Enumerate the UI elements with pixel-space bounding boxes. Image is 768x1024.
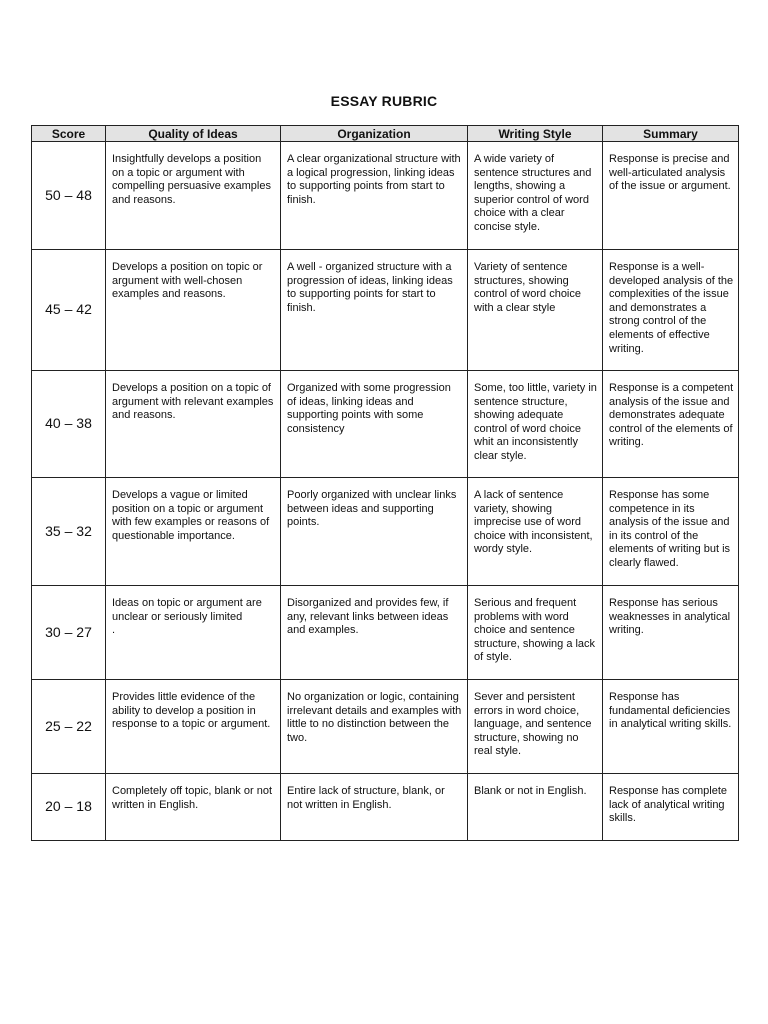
writing-style-cell: Serious and frequent problems with word choice and sentence structure, showing a lack of style. xyxy=(468,586,603,680)
quality-of-ideas-cell: Develops a vague or limited position on a topic or argument with few examples or reasons of questionable importance. xyxy=(106,478,281,586)
header-row xyxy=(32,126,739,142)
table-row xyxy=(32,478,739,586)
score-cell: 40 – 38 xyxy=(32,371,106,478)
quality-of-ideas-cell: Develops a position on topic or argument with well-chosen examples and reasons. xyxy=(106,250,281,371)
header-organization: Organization xyxy=(281,126,468,142)
organization-cell: Disorganized and provides few, if any, relevant links between ideas and examples. xyxy=(281,586,468,680)
header-score: Score xyxy=(32,126,106,142)
summary-cell: Response is a competent analysis of the issue and demonstrates adequate control of the elements of writing. xyxy=(603,371,739,478)
organization-cell: No organization or logic, containing irrelevant details and examples with little to no distinction between the two. xyxy=(281,680,468,774)
writing-style-cell: Some, too little, variety in sentence structure, showing adequate control of word choice whit an inconsistently clear style. xyxy=(468,371,603,478)
organization-cell: Entire lack of structure, blank, or not written in English. xyxy=(281,774,468,841)
score-cell: 20 – 18 xyxy=(32,774,106,841)
organization-cell: Poorly organized with unclear links between ideas and supporting points. xyxy=(281,478,468,586)
page-title: ESSAY RUBRIC xyxy=(330,93,438,109)
quality-of-ideas-cell: Ideas on topic or argument are unclear or seriously limited . xyxy=(106,586,281,680)
rubric-table xyxy=(31,125,739,841)
summary-cell: Response has serious weaknesses in analytical writing. xyxy=(603,586,739,680)
table-row xyxy=(32,586,739,680)
writing-style-cell: Sever and persistent errors in word choice, language, and sentence structure, showing no real style. xyxy=(468,680,603,774)
quality-of-ideas-cell: Insightfully develops a position on a topic or argument with compelling persuasive examples and reasons. xyxy=(106,142,281,250)
summary-cell: Response has some competence in its analysis of the issue and in its control of the elements of writing but is clearly flawed. xyxy=(603,478,739,586)
score-cell: 25 – 22 xyxy=(32,680,106,774)
writing-style-cell: Variety of sentence structures, showing control of word choice with a clear style xyxy=(468,250,603,371)
organization-cell: A clear organizational structure with a logical progression, linking ideas to supporting points from start to finish. xyxy=(281,142,468,250)
writing-style-cell: Blank or not in English. xyxy=(468,774,603,841)
writing-style-cell: A lack of sentence variety, showing imprecise use of word choice with inconsistent, wordy style. xyxy=(468,478,603,586)
score-cell: 35 – 32 xyxy=(32,478,106,586)
score-cell: 30 – 27 xyxy=(32,586,106,680)
summary-cell: Response is precise and well-articulated analysis of the issue or argument. xyxy=(603,142,739,250)
quality-of-ideas-cell: Develops a position on a topic of argument with relevant examples and reasons. xyxy=(106,371,281,478)
header-quality-of-ideas: Quality of Ideas xyxy=(106,126,281,142)
table-row xyxy=(32,142,739,250)
score-cell: 50 – 48 xyxy=(32,142,106,250)
quality-of-ideas-cell: Completely off topic, blank or not written in English. xyxy=(106,774,281,841)
writing-style-cell: A wide variety of sentence structures and lengths, showing a superior control of word choice with a clear concise style. xyxy=(468,142,603,250)
summary-cell: Response is a well-developed analysis of the complexities of the issue and demonstrates a strong control of the elements of effective writing. xyxy=(603,250,739,371)
table-row xyxy=(32,250,739,371)
score-cell: 45 – 42 xyxy=(32,250,106,371)
summary-cell: Response has fundamental deficiencies in analytical writing skills. xyxy=(603,680,739,774)
table-row xyxy=(32,371,739,478)
table-row xyxy=(32,774,739,841)
table-row xyxy=(32,680,739,774)
organization-cell: Organized with some progression of ideas, linking ideas and supporting points with some consistency xyxy=(281,371,468,478)
quality-of-ideas-cell: Provides little evidence of the ability to develop a position in response to a topic or argument. xyxy=(106,680,281,774)
header-writing-style: Writing Style xyxy=(468,126,603,142)
summary-cell: Response has complete lack of analytical writing skills. xyxy=(603,774,739,841)
organization-cell: A well - organized structure with a progression of ideas, linking ideas to supporting points for start to finish. xyxy=(281,250,468,371)
header-summary: Summary xyxy=(603,126,739,142)
